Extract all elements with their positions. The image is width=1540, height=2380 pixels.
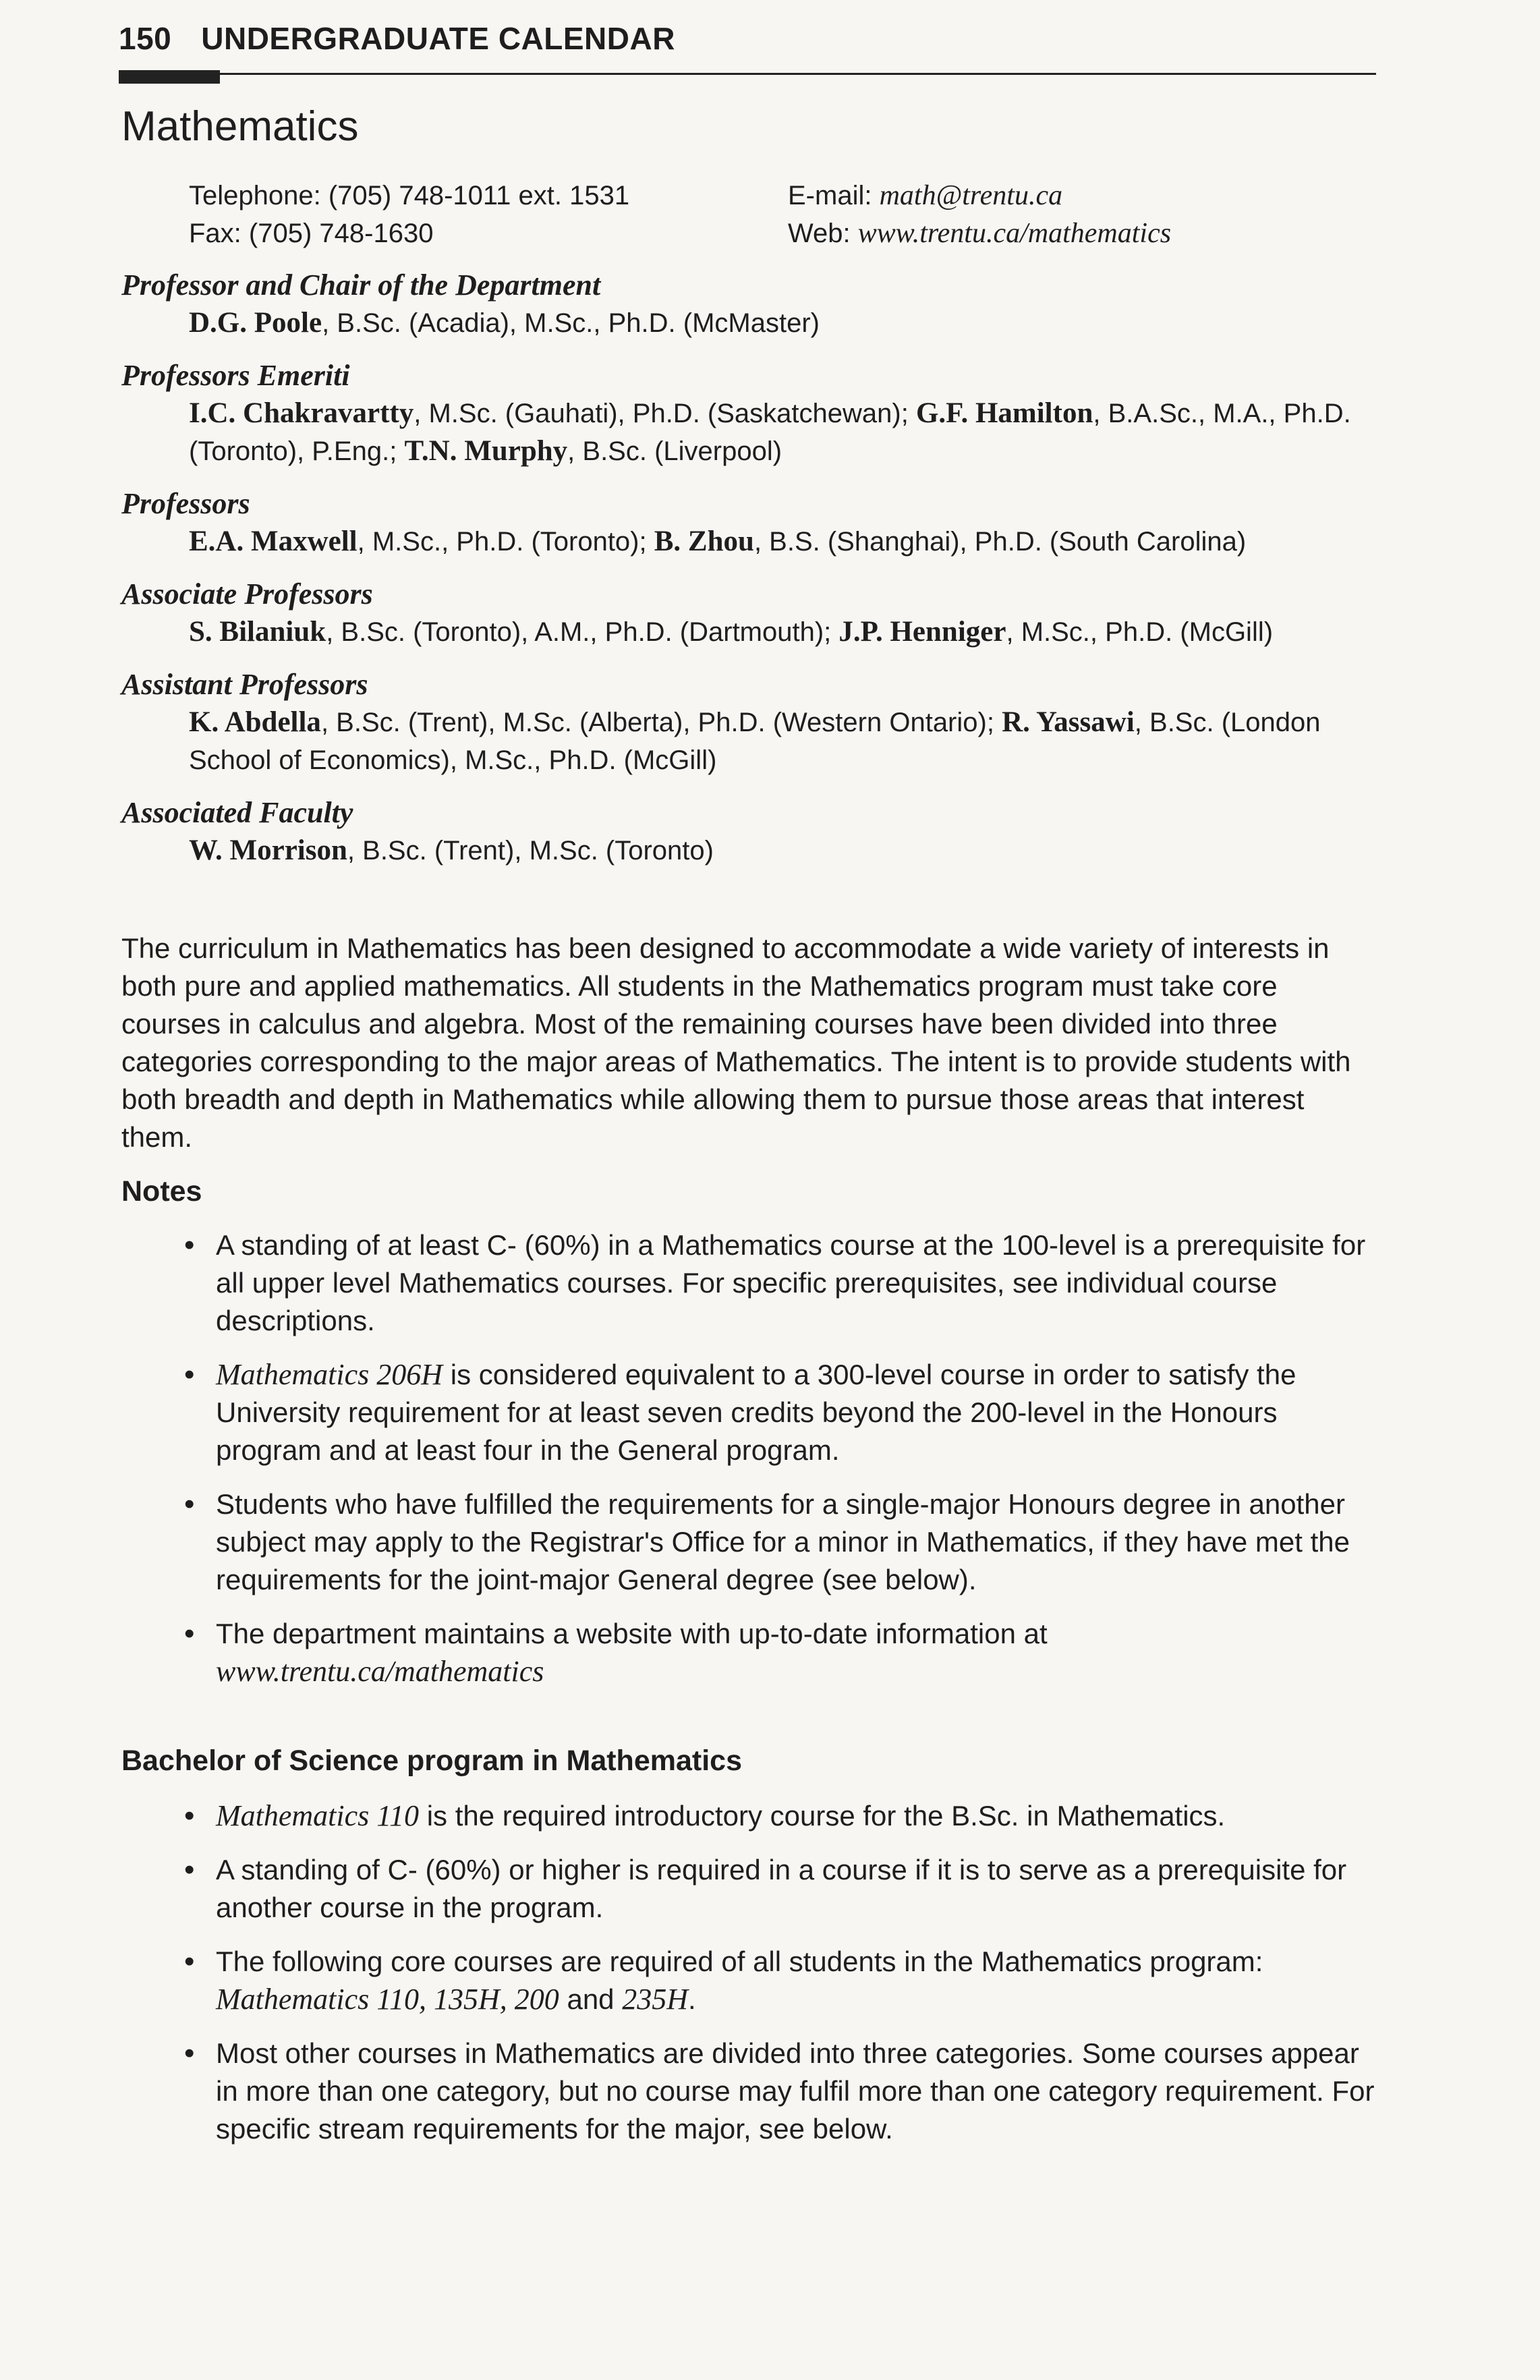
- note-item: • The department maintains a website with up-to-date information at www.trentu.ca/mathematics: [179, 1615, 1376, 1691]
- faculty-group-assistant: [121, 666, 1376, 779]
- faculty-list: [121, 266, 1376, 884]
- notes-list: [179, 1226, 1376, 1707]
- notes-heading: Notes: [121, 1175, 202, 1208]
- note-item: • A standing of at least C- (60%) in a Mathematics course at the 100-level is a prerequisite for all upper level Mathematics courses. For specific prerequisites, see individual course descriptions.: [179, 1226, 1376, 1340]
- email-address: math@trentu.ca: [879, 180, 1063, 211]
- faculty-members: I.C. Chakravartty, M.Sc. (Gauhati), Ph.D. (Saskatchewan); G.F. Hamilton, B.A.Sc., M.A., Ph.D. (Toronto), P.Eng.; T.N. Murphy, B.Sc. (Liverpool): [189, 397, 1351, 467]
- faculty-heading: Associated Faculty: [121, 796, 353, 829]
- faculty-members: E.A. Maxwell, M.Sc., Ph.D. (Toronto); B. Zhou, B.S. (Shanghai), Ph.D. (South Carolina): [189, 526, 1247, 557]
- faculty-name: J.P. Henniger: [838, 616, 1006, 648]
- header-rule: [119, 73, 1376, 75]
- requirement-item: • Most other courses in Mathematics are divided into three categories. Some courses appear in more than one category, but no course may fulfil more than one category requirement. For specific stream requirements for the major, see below.: [179, 2035, 1376, 2148]
- web-address: www.trentu.ca/mathematics: [857, 218, 1172, 249]
- header-accent-bar: [119, 70, 220, 84]
- bsc-program-heading: Bachelor of Science program in Mathematics: [121, 1745, 742, 1777]
- faculty-name: E.A. Maxwell: [189, 526, 358, 557]
- faculty-name: R. Yassawi: [1002, 706, 1135, 738]
- bsc-requirements-list: [179, 1797, 1376, 2164]
- faculty-group-associate: [121, 575, 1376, 651]
- requirement-item: • A standing of C- (60%) or higher is required in a course if it is to serve as a prerequisite for another course in the program.: [179, 1851, 1376, 1927]
- faculty-name: D.G. Poole: [189, 307, 322, 339]
- course-ref: Mathematics 110, 135H, 200: [216, 1983, 559, 2016]
- page-number: 150: [119, 21, 172, 56]
- running-title: UNDERGRADUATE CALENDAR: [201, 21, 675, 56]
- faculty-name: G.F. Hamilton: [915, 397, 1093, 429]
- course-ref: Mathematics 206H: [216, 1358, 443, 1391]
- running-header: [119, 12, 1376, 86]
- faculty-members: D.G. Poole, B.Sc. (Acadia), M.Sc., Ph.D. (McMaster): [189, 307, 820, 339]
- telephone-number: (705) 748-1011 ext. 1531: [328, 181, 630, 210]
- contact-email-web: [788, 177, 1171, 252]
- note-item: • Mathematics 206H is considered equivalent to a 300-level course in order to satisfy the University requirement for at least seven credits beyond the 200-level in the Honours program and at least four in the General program.: [179, 1356, 1376, 1469]
- requirement-item: • Mathematics 110 is the required introductory course for the B.Sc. in Mathematics.: [179, 1797, 1376, 1835]
- faculty-heading: Professors: [121, 487, 250, 520]
- faculty-group-chair: [121, 266, 1376, 342]
- faculty-members: W. Morrison, B.Sc. (Trent), M.Sc. (Toronto): [189, 834, 714, 866]
- intro-paragraph: The curriculum in Mathematics has been designed to accommodate a wide variety of interests in both pure and applied mathematics. All students in the Mathematics program must take core courses in calculus and algebra. Most of the remaining courses have been divided into three categories corresponding to the major areas of Mathematics. The intent is to provide students with both breadth and depth in Mathematics while allowing them to pursue those areas that interest them.: [121, 932, 1351, 1153]
- department-website-link[interactable]: www.trentu.ca/mathematics: [216, 1655, 544, 1688]
- course-ref: 235H: [622, 1983, 688, 2016]
- fax-line: Fax: (705) 748-1630: [189, 219, 434, 248]
- faculty-name: B. Zhou: [654, 526, 754, 557]
- contact-phone-fax: [189, 177, 629, 252]
- faculty-name: W. Morrison: [189, 834, 347, 866]
- faculty-group-associated: [121, 794, 1376, 870]
- fax-number: (705) 748-1630: [248, 219, 434, 248]
- telephone-line: Telephone: (705) 748-1011 ext. 1531: [189, 181, 630, 210]
- faculty-name: K. Abdella: [189, 706, 321, 738]
- faculty-heading: Associate Professors: [121, 577, 373, 611]
- faculty-heading: Assistant Professors: [121, 668, 368, 701]
- page-title: Mathematics: [121, 103, 359, 150]
- note-item: • Students who have fulfilled the requirements for a single-major Honours degree in another subject may apply to the Registrar's Office for a minor in Mathematics, if they have met the requirements for the joint-major General degree (see below).: [179, 1485, 1376, 1599]
- running-header-text: [119, 20, 675, 57]
- web-line: Web: www.trentu.ca/mathematics: [788, 218, 1172, 249]
- faculty-name: I.C. Chakravartty: [189, 397, 414, 429]
- course-ref: Mathematics 110: [216, 1799, 420, 1832]
- faculty-group-emeriti: [121, 357, 1376, 470]
- faculty-members: K. Abdella, B.Sc. (Trent), M.Sc. (Alberta), Ph.D. (Western Ontario); R. Yassawi, B.Sc. (London School of Economics), M.Sc., Ph.D. (McGill): [189, 706, 1321, 775]
- faculty-heading: Professor and Chair of the Department: [121, 268, 601, 302]
- faculty-group-professors: [121, 485, 1376, 561]
- faculty-name: S. Bilaniuk: [189, 616, 326, 648]
- faculty-heading: Professors Emeriti: [121, 359, 350, 392]
- requirement-item: • The following core courses are required of all students in the Mathematics program: Mathematics 110, 135H, 200 and 235H.: [179, 1943, 1376, 2018]
- email-line: E-mail: math@trentu.ca: [788, 180, 1063, 211]
- faculty-members: S. Bilaniuk, B.Sc. (Toronto), A.M., Ph.D. (Dartmouth); J.P. Henniger, M.Sc., Ph.D. (McGill): [189, 616, 1274, 648]
- faculty-name: T.N. Murphy: [404, 435, 568, 467]
